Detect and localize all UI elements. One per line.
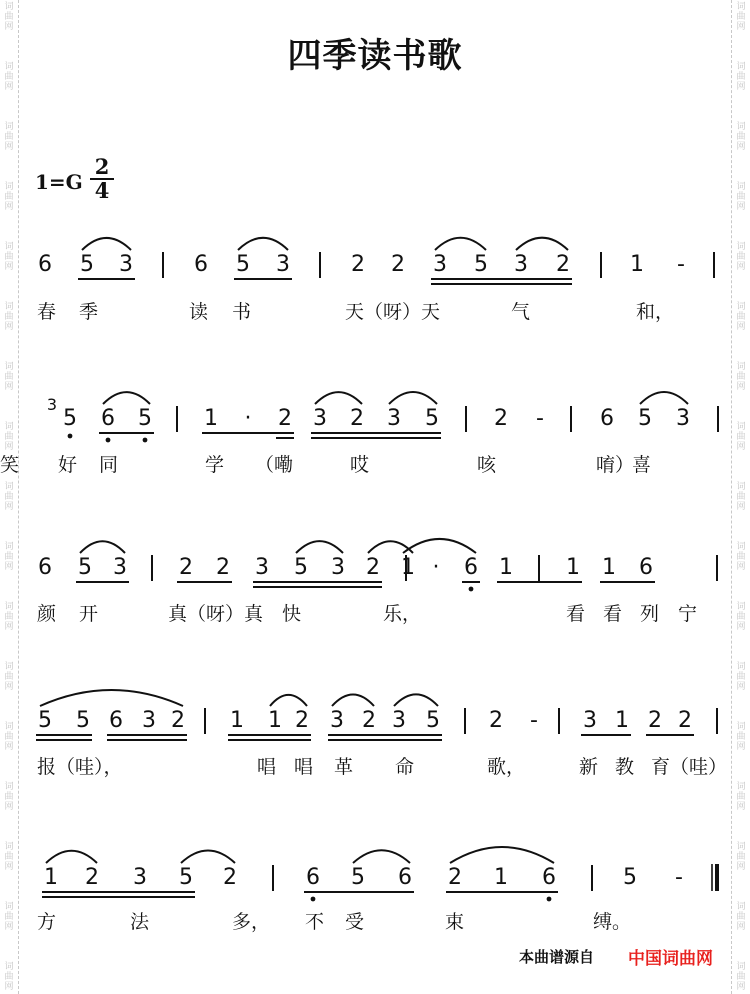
note: 2 — [278, 406, 292, 431]
lyric: 快 — [282, 603, 302, 625]
watermark-text: 词 曲 网 — [736, 422, 746, 452]
lyric: 季 — [79, 301, 99, 323]
slur — [516, 238, 568, 250]
note: 5 — [426, 708, 440, 733]
note: 5 — [638, 406, 652, 431]
slur — [640, 392, 688, 404]
lyric: 列 — [640, 603, 660, 625]
slur — [403, 539, 476, 553]
note: 2 — [494, 406, 508, 431]
note: 6 — [194, 252, 208, 277]
note: 2 — [489, 708, 503, 733]
song-title: 四季读书歌 — [287, 36, 463, 76]
note: 6 — [639, 555, 653, 580]
note: 1 — [499, 555, 513, 580]
note: 3 — [142, 708, 156, 733]
note: 3 — [313, 406, 327, 431]
lyric: 笑 — [0, 454, 20, 476]
watermark-text: 词 曲 网 — [4, 422, 14, 452]
note: 3 — [276, 252, 290, 277]
octave-dot-low — [547, 897, 552, 902]
watermark-text: 词 曲 网 — [736, 122, 746, 152]
note: 6 — [398, 865, 412, 890]
note: 6 — [542, 865, 556, 890]
watermark-text: 词 曲 网 — [736, 302, 746, 332]
note: 1 — [494, 865, 508, 890]
note: 1 — [615, 708, 629, 733]
note: 2 — [85, 865, 99, 890]
note: 2 — [391, 252, 405, 277]
note: 1 — [566, 555, 580, 580]
lyric: 受 — [345, 911, 365, 933]
lyric: 唱 — [257, 756, 277, 778]
lyric: 乐， — [383, 603, 422, 625]
key-signature: 1=G — [35, 170, 83, 194]
lyric: 哎 — [350, 454, 370, 476]
slur — [394, 694, 438, 706]
time-signature-bottom: 4 — [94, 178, 110, 203]
lyric: 法 — [130, 911, 150, 933]
note: 6 — [38, 252, 52, 277]
watermark-text: 词 曲 网 — [736, 662, 746, 692]
watermark-text: 词 曲 网 — [4, 662, 14, 692]
note: 1 — [630, 252, 644, 277]
watermark-text: 词 曲 网 — [736, 62, 746, 92]
slur — [40, 690, 183, 706]
note: 3 — [433, 252, 447, 277]
lyric: 咳 — [477, 454, 497, 476]
lyric: 好 — [58, 454, 78, 476]
note: 2 — [295, 708, 309, 733]
note: 5 — [63, 406, 77, 431]
note: 6 — [38, 555, 52, 580]
slur — [82, 238, 131, 250]
lyric: 唷） — [596, 454, 635, 476]
lyric: 束 — [445, 911, 465, 933]
source-label: 本曲谱源自 — [519, 948, 595, 966]
watermark-text: 词 曲 网 — [4, 182, 14, 212]
lyric: 喜 — [632, 454, 652, 476]
watermark-text: 词 曲 网 — [4, 962, 14, 992]
lyric: 不 — [305, 911, 325, 933]
slur — [80, 541, 125, 553]
note: 3 — [113, 555, 127, 580]
watermark-text: 词 曲 网 — [736, 962, 746, 992]
watermark-text: 词 曲 网 — [4, 542, 14, 572]
note: 3 — [255, 555, 269, 580]
watermark-text: 词 曲 网 — [736, 842, 746, 872]
note: 5 — [138, 406, 152, 431]
note: 2 — [171, 708, 185, 733]
note: 5 — [236, 252, 250, 277]
dash-sustain: - — [530, 708, 538, 733]
watermark-text: 词 曲 网 — [736, 2, 746, 32]
watermark-text: 词 曲 网 — [736, 362, 746, 392]
note: 5 — [474, 252, 488, 277]
time-signature-top: 2 — [90, 156, 114, 180]
lyric: 开 — [79, 603, 99, 625]
note: 3 — [583, 708, 597, 733]
watermark-text: 词 曲 网 — [736, 542, 746, 572]
lyric: 报（哇）， — [37, 756, 123, 778]
lyric: 歌， — [487, 756, 526, 778]
octave-dot-low — [106, 438, 111, 443]
lyric: 天（呀）天 — [345, 301, 441, 323]
note: 5 — [425, 406, 439, 431]
watermark-text: 词 曲 网 — [4, 482, 14, 512]
slur — [315, 392, 362, 404]
note: 6 — [600, 406, 614, 431]
lyric: 书 — [232, 301, 252, 323]
dot-augmentation: · — [244, 406, 252, 431]
watermark-text: 词 曲 网 — [4, 242, 14, 272]
octave-dot-low — [311, 897, 316, 902]
note: 2 — [678, 708, 692, 733]
source-brand-link[interactable]: 中国词曲网 — [628, 949, 713, 969]
octave-dot-low — [68, 434, 73, 439]
note: 2 — [362, 708, 376, 733]
watermark-text: 词 曲 网 — [736, 902, 746, 932]
note: 1 — [268, 708, 282, 733]
lyric: 和， — [636, 301, 675, 323]
lyric: （嘞 — [255, 454, 294, 476]
note: 1 — [230, 708, 244, 733]
slur — [450, 847, 554, 863]
note: 6 — [109, 708, 123, 733]
note: 1 — [602, 555, 616, 580]
note: 6 — [464, 555, 478, 580]
watermark-text: 词 曲 网 — [4, 782, 14, 812]
watermark-text: 词 曲 网 — [736, 482, 746, 512]
octave-dot-low — [469, 587, 474, 592]
dash-sustain: - — [536, 406, 544, 431]
dot-augmentation: · — [432, 555, 440, 580]
lyric: 多， — [232, 911, 271, 933]
note: 2 — [179, 555, 193, 580]
lyric: 看 — [603, 603, 623, 625]
lyric: 缚。 — [593, 911, 632, 933]
slur — [181, 851, 235, 864]
note: 2 — [350, 406, 364, 431]
dash-sustain: - — [675, 865, 683, 890]
slur — [238, 238, 288, 250]
note: 5 — [623, 865, 637, 890]
watermark-text: 词 曲 网 — [4, 602, 14, 632]
note: 1 — [204, 406, 218, 431]
lyric: 学 — [205, 454, 225, 476]
note: 3 — [676, 406, 690, 431]
watermark-text: 词 曲 网 — [4, 302, 14, 332]
lyric: 看 — [566, 603, 586, 625]
lyric: 宁 — [678, 603, 698, 625]
note: 3 — [133, 865, 147, 890]
lyric: 真（呀）真 — [168, 603, 264, 625]
lyric: 育（哇） — [651, 756, 728, 778]
watermark-text: 词 曲 网 — [4, 362, 14, 392]
note: 3 — [514, 252, 528, 277]
lyric: 读 — [189, 301, 209, 323]
note: 3 — [119, 252, 133, 277]
slur — [270, 695, 307, 706]
note: 2 — [366, 555, 380, 580]
lyric: 革 — [334, 756, 354, 778]
slur — [332, 695, 374, 707]
note: 6 — [306, 865, 320, 890]
lyric: 方 — [37, 911, 57, 933]
watermark-text: 词 曲 网 — [4, 842, 14, 872]
lyric: 命 — [395, 756, 415, 778]
watermark-text: 词 曲 网 — [4, 62, 14, 92]
grace-note: 3 — [46, 395, 58, 414]
note: 2 — [351, 252, 365, 277]
slur — [296, 541, 343, 553]
note: 3 — [387, 406, 401, 431]
watermark-text: 词 曲 网 — [736, 242, 746, 272]
note: 3 — [330, 708, 344, 733]
note: 5 — [80, 252, 94, 277]
note: 5 — [38, 708, 52, 733]
note: 1 — [401, 555, 415, 580]
watermark-text: 词 曲 网 — [736, 782, 746, 812]
note: 1 — [44, 865, 58, 890]
slur — [353, 850, 410, 863]
note: 2 — [448, 865, 462, 890]
note: 5 — [351, 865, 365, 890]
note: 3 — [331, 555, 345, 580]
note: 2 — [216, 555, 230, 580]
watermark-text: 词 曲 网 — [4, 722, 14, 752]
lyric: 同 — [99, 454, 119, 476]
note: 2 — [648, 708, 662, 733]
lyric: 唱 — [294, 756, 314, 778]
note: 2 — [223, 865, 237, 890]
watermark-text: 词 曲 网 — [4, 902, 14, 932]
note: 5 — [76, 708, 90, 733]
lyric: 颜 — [37, 603, 57, 625]
octave-dot-low — [143, 438, 148, 443]
lyric: 教 — [615, 756, 635, 778]
note: 2 — [556, 252, 570, 277]
watermark-text: 词 曲 网 — [736, 722, 746, 752]
slur — [103, 392, 150, 404]
lyric: 春 — [37, 301, 57, 323]
watermark-text: 词 曲 网 — [736, 602, 746, 632]
lyric: 新 — [579, 756, 599, 778]
watermark-text: 词 曲 网 — [4, 122, 14, 152]
slur — [389, 392, 437, 404]
slur — [46, 851, 97, 863]
lyric: 气 — [511, 301, 531, 323]
note: 3 — [392, 708, 406, 733]
slur — [435, 238, 486, 250]
note: 5 — [78, 555, 92, 580]
note: 5 — [294, 555, 308, 580]
note: 5 — [179, 865, 193, 890]
watermark-text: 词 曲 网 — [4, 2, 14, 32]
note: 6 — [101, 406, 115, 431]
dash-sustain: - — [677, 252, 685, 277]
watermark-text: 词 曲 网 — [736, 182, 746, 212]
